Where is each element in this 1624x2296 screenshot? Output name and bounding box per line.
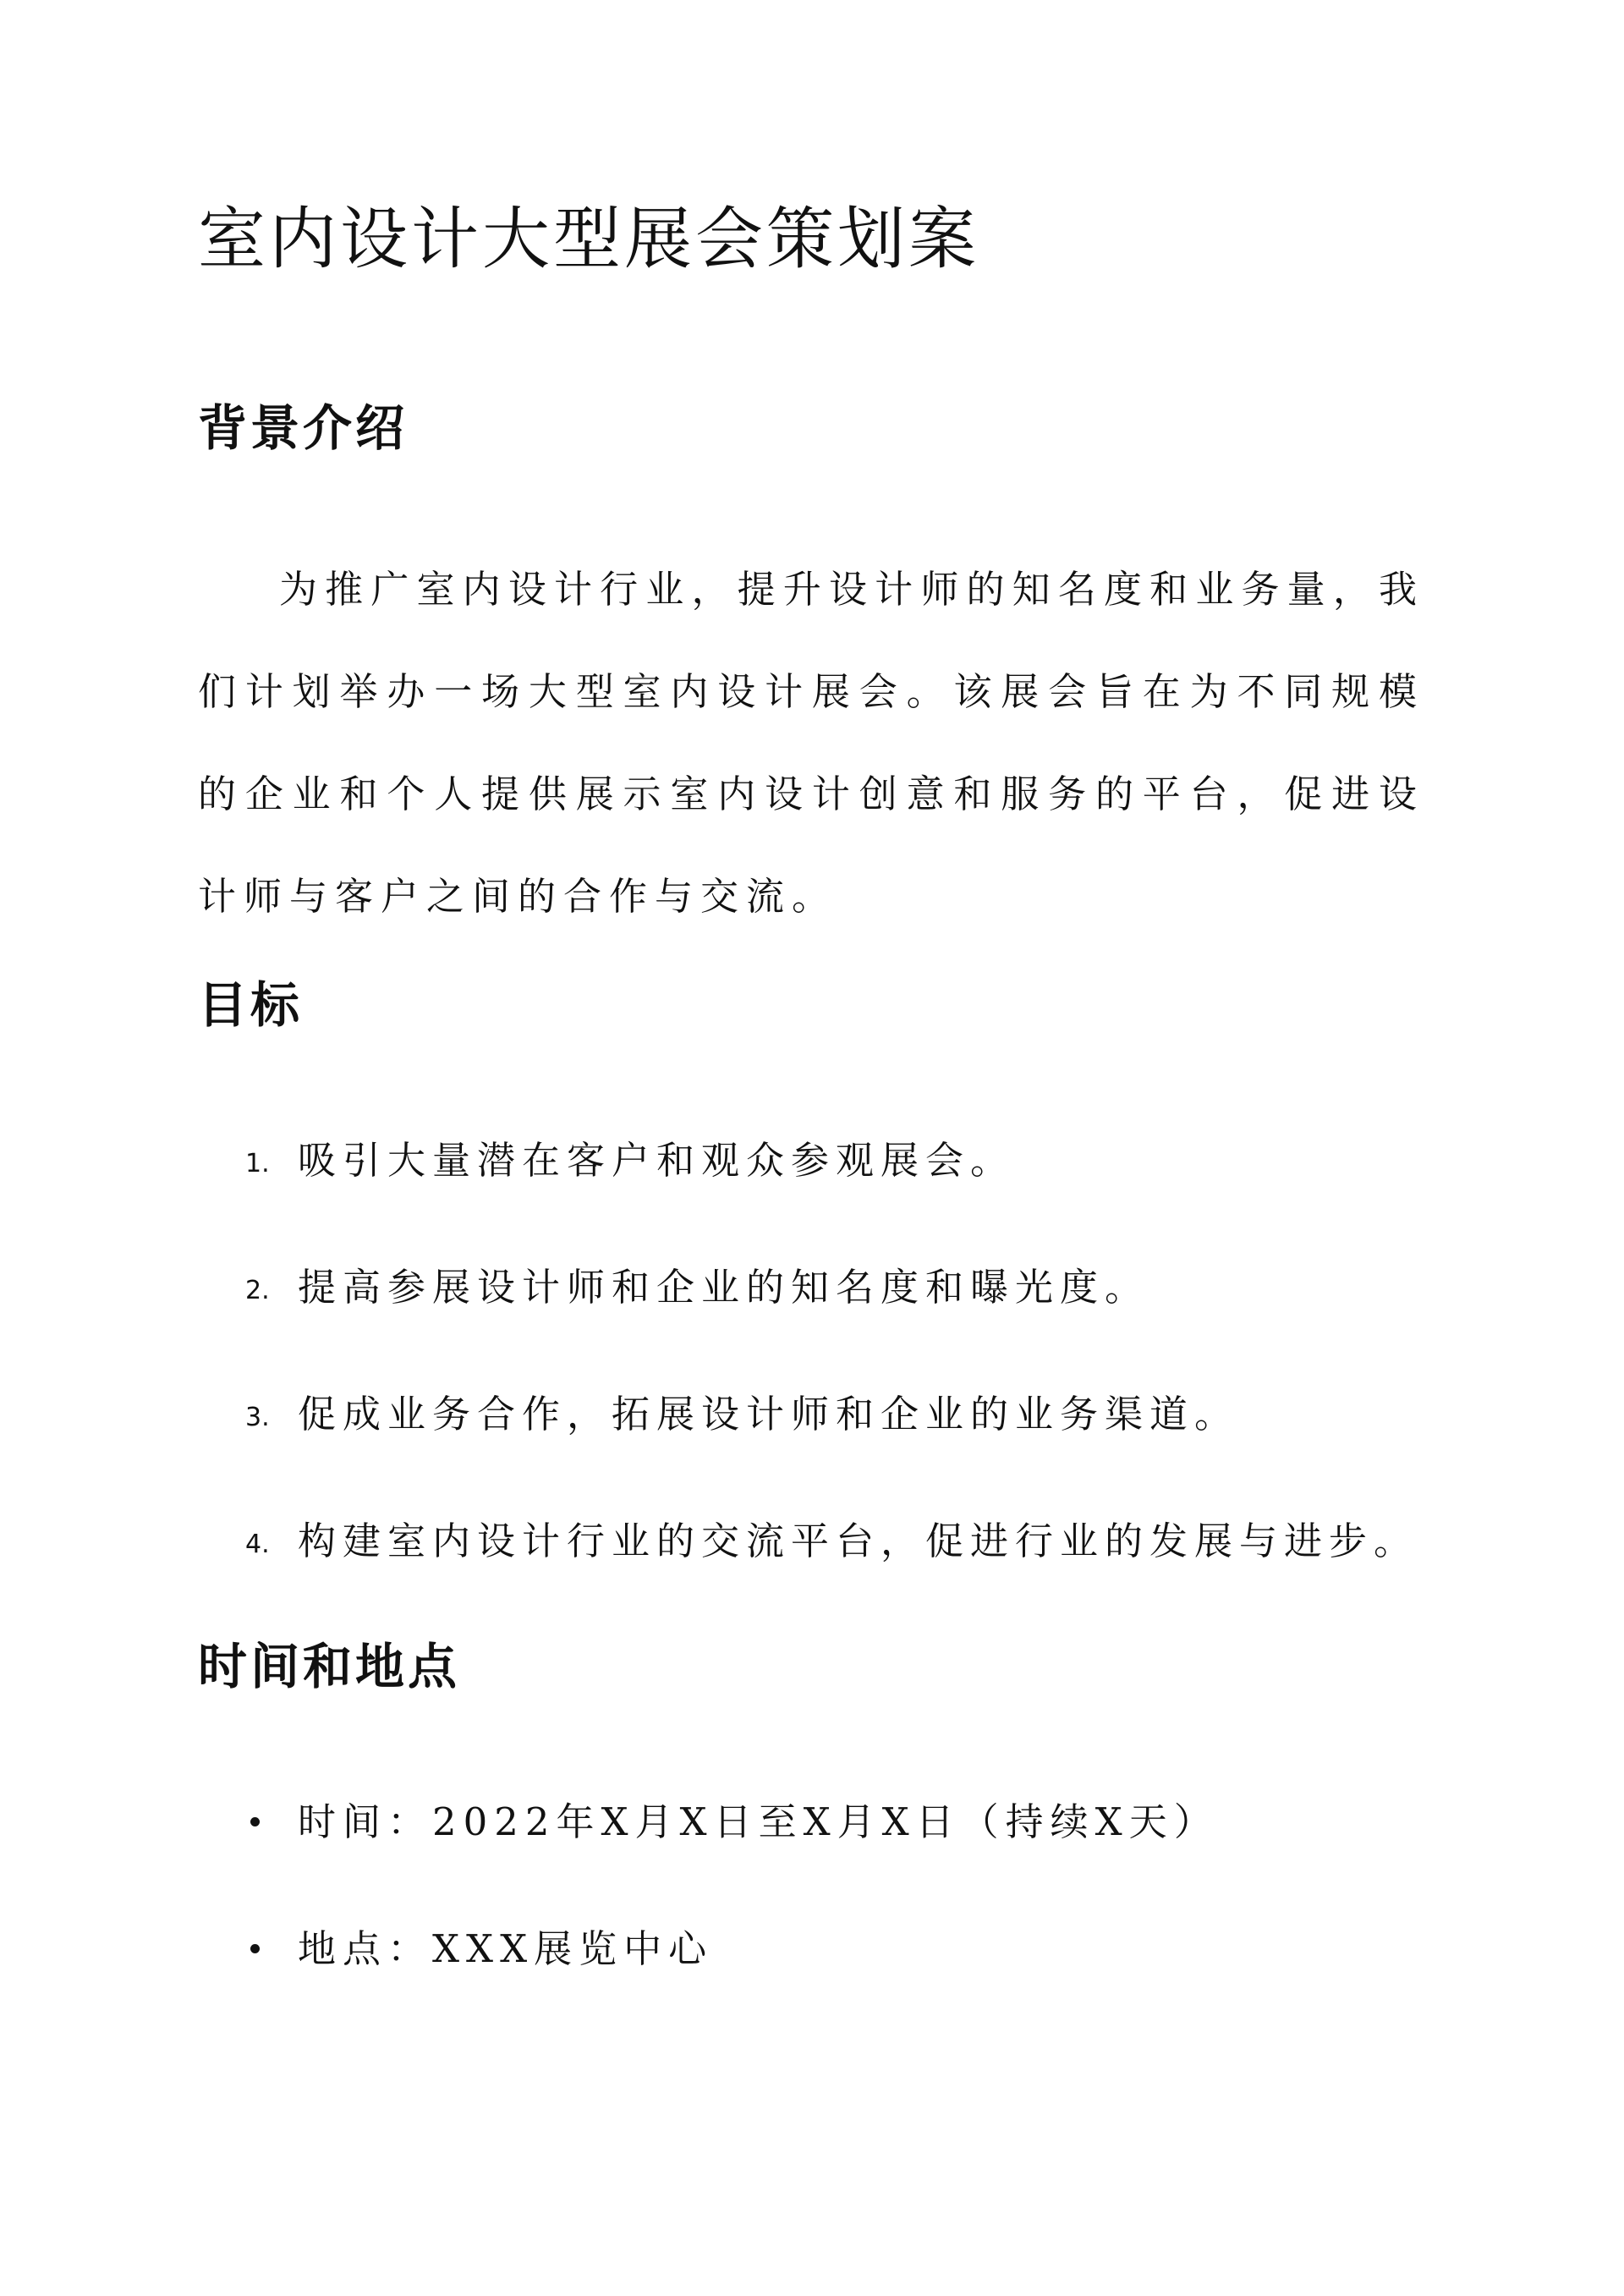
section-heading-time-location: 时间和地点 bbox=[198, 1638, 461, 1695]
time-list-item bbox=[198, 1788, 1424, 1856]
bullet-icon bbox=[250, 1944, 260, 1953]
document-title: 室内设计大型展会策划案 bbox=[198, 200, 979, 278]
section-heading-background: 背景介绍 bbox=[198, 399, 409, 457]
goal-list-item bbox=[198, 1127, 1424, 1195]
goal-list-item bbox=[198, 1254, 1424, 1321]
list-number: 1. bbox=[245, 1149, 270, 1178]
goal-text: 促成业务合作，拓展设计师和企业的业务渠道。 bbox=[298, 1392, 1240, 1436]
goal-text: 构建室内设计行业的交流平台，促进行业的发展与进步。 bbox=[298, 1519, 1419, 1563]
location-list-item bbox=[198, 1915, 1424, 1983]
section-heading-goals: 目标 bbox=[198, 976, 304, 1034]
goal-list-item bbox=[198, 1381, 1424, 1448]
bullet-icon bbox=[250, 1817, 260, 1826]
goal-text: 吸引大量潜在客户和观众参观展会。 bbox=[298, 1138, 1016, 1183]
goal-text: 提高参展设计师和企业的知名度和曝光度。 bbox=[298, 1265, 1150, 1310]
list-number: 4. bbox=[245, 1530, 270, 1559]
list-number: 3. bbox=[245, 1403, 270, 1432]
list-number: 2. bbox=[245, 1276, 270, 1305]
time-text: 时间：2022年X月X日至X月X日（持续X天） bbox=[298, 1799, 1219, 1844]
goal-list-item bbox=[198, 1508, 1424, 1575]
background-paragraph: 为推广室内设计行业，提升设计师的知名度和业务量，我们计划举办一场大型室内设计展会。该展会旨在为不同规模的企业和个人提供展示室内设计创意和服务的平台，促进设计师与客户之间的合作与交流。 bbox=[198, 567, 1424, 919]
location-text: 地点：XXX展览中心 bbox=[298, 1926, 714, 1971]
